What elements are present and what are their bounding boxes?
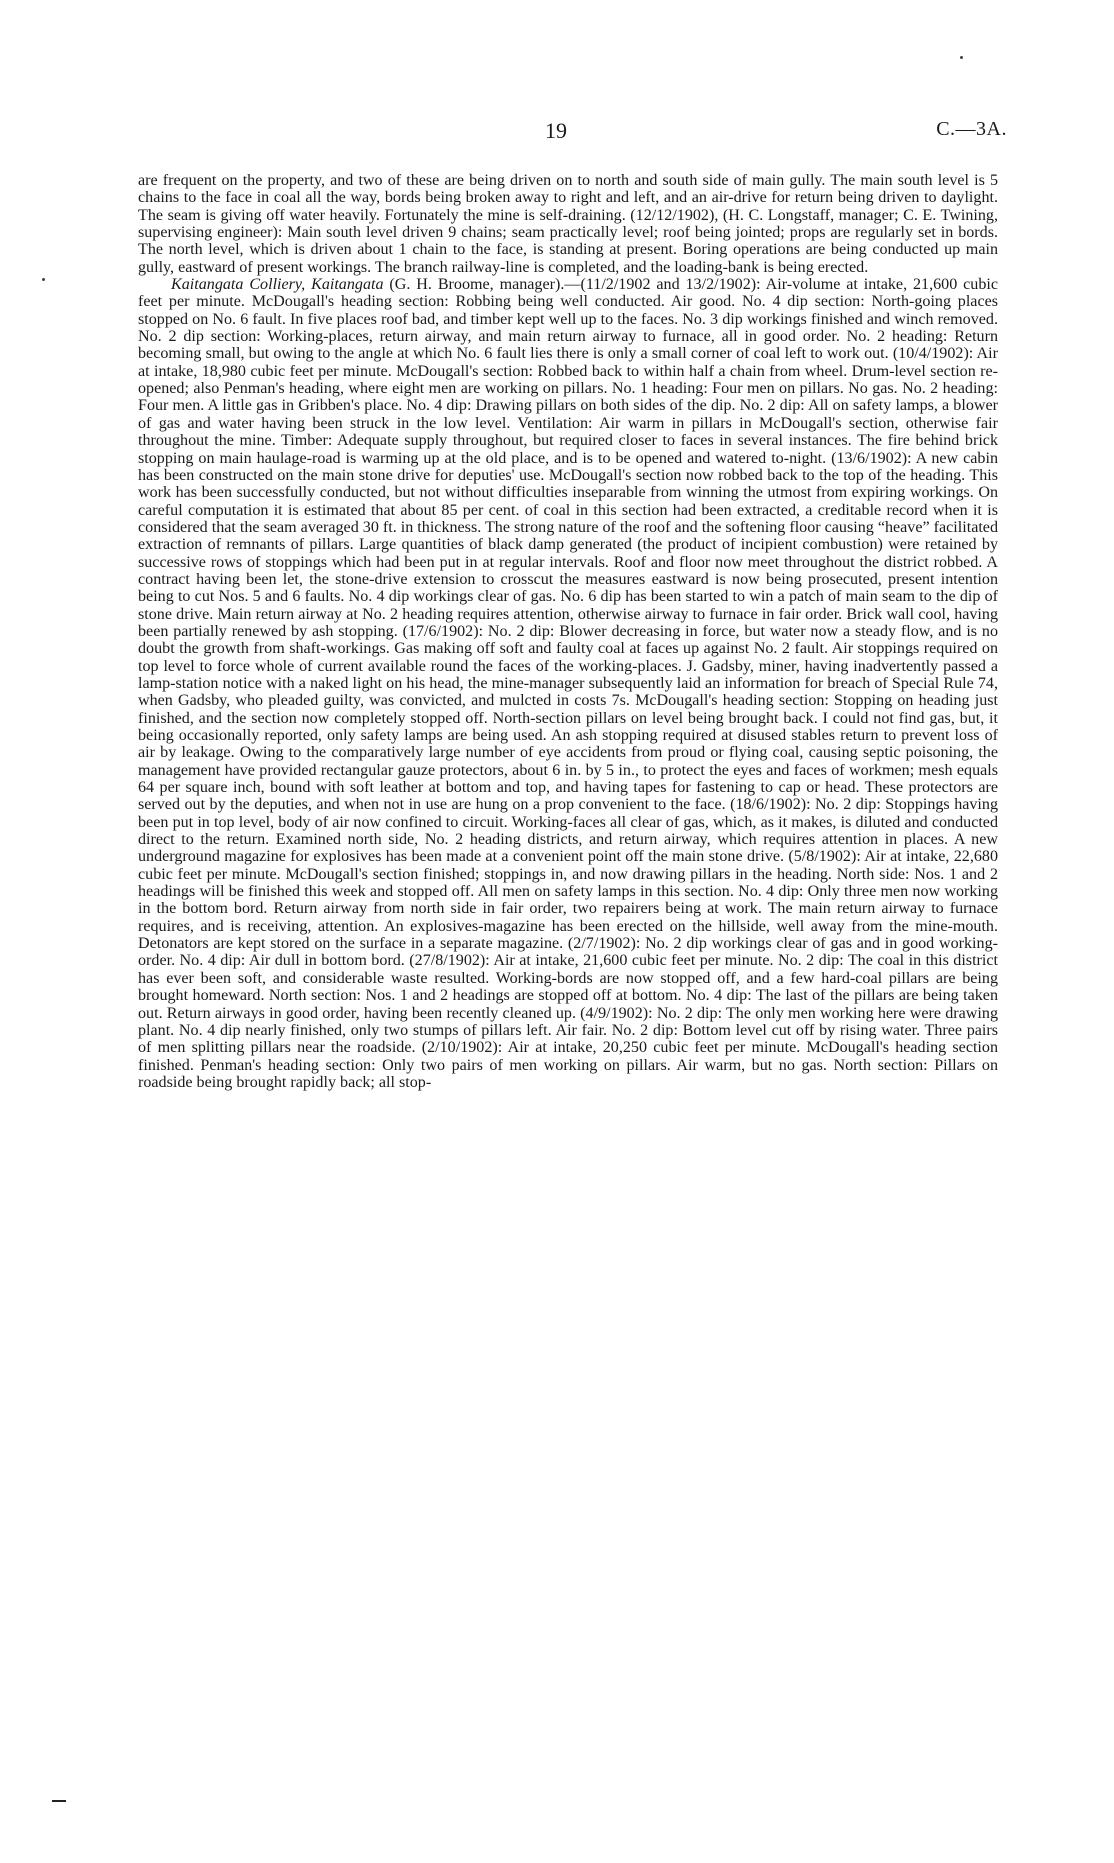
paragraph-continuation [138, 172, 998, 276]
page-number: 19 [545, 118, 567, 143]
colliery-name: Kaitangata Colliery, Kaitangata [171, 276, 384, 294]
paragraph-text: (G. H. Broome, manager).—(11/2/1902 and 13/2/1902): Air-volume at intake, 21,600 cubic feet per minute. McDougall's heading section: Robbing being well conducted. Air good. No. 4 dip section: North-going places stopped on No. 6 fault. In five places roof bad, and timber kept well up to the faces. No. 3 dip workings finished and winch removed. No. 2 dip section: Working-places, return airway, and main return airway to furnace, all in good order. No. 2 heading: Return becoming small, but owing to the angle at which No. 6 fault lies there is only a small corner of coal left to work out. (10/4/1902): Air at intake, 18,980 cubic feet per minute. McDougall's section: Robbed back to within half a chain from wheel. Drum-level section re-opened; also Penman's heading, where eight men are working on pillars. No. 1 heading: Four men on pillars. No gas. No. 2 heading: Four men. A little gas in Gribben's place. No. 4 dip: Drawing pillars on both sides of the dip. No. 2 dip: All on safety lamps, a blower of gas and water having been struck in the low level. Ventilation: Air warm in pillars in McDougall's section, otherwise fair throughout the mine. Timber: Adequate supply throughout, but required closer to faces in several instances. The fire behind brick stopping on main haulage-road is warming up at the old place, and is to be opened and watered to-night. (13/6/1902): A new cabin has been constructed on the main stone drive for deputies' use. McDougall's section now robbed back to the top of the heading. This work has been successfully conducted, but not without difficulties inseparable from winning the utmost from expiring workings. On careful computation it is estimated that about 85 per cent. of coal in this section had been extracted, a creditable record when it is considered that the seam averaged 30 ft. in thickness. The strong nature of the roof and the softening floor causing “heave” facilitated extraction of remnants of pillars. Large quantities of black damp generated (the product of incipient combustion) were retained by successive rows of stoppings which had been put in at regular intervals. Roof and floor now meet throughout the district robbed. A contract having been let, the stone-drive extension to crosscut the measures eastward is now being prosecuted, present intention being to cut Nos. 5 and 6 faults. No. 4 dip workings clear of gas. No. 6 dip has been started to win a patch of main seam to the dip of stone drive. Main return airway at No. 2 heading requires attention, otherwise airway to furnace in fair order. Brick wall cool, having been partially renewed by ash stopping. (17/6/1902): No. 2 dip: Blower decreasing in force, but water now a steady flow, and is no doubt the growth from shaft-workings. Gas making off soft and faulty coal at faces up against No. 2 fault. Air stoppings required on top level to force whole of current available round the faces of the working-places. J. Gadsby, miner, having inadvertently passed a lamp-station notice with a naked light on his head, the mine-manager subsequently laid an information for breach of Special Rule 74, when Gadsby, who pleaded guilty, was convicted, and mulcted in costs 7s. McDougall's heading section: Stopping on heading just finished, and the section now completely stopped off. North-section pillars on level being brought back. I could not find gas, but, it being occasionally reported, only safety lamps are being used. An ash stopping required at disused stables return to prevent loss of air by leakage. Owing to the comparatively large number of eye accidents from proud or flying coal, causing septic poisoning, the management have provided rectangular gauze protectors, about 6 in. by 5 in., to protect the eyes and faces of workmen; mesh equals 64 per square inch, bound with soft leather at bottom and top, and having tapes for fastening to cap or head. These protectors are served out by the deputies, and when not in use are hung on a prop convenient to the face. (18/6/1902): No. 2 dip: Stoppings having been put in top level, body of air now confined to circuit. Working-faces all clear of gas, which, as it makes, is diluted and conducted direct to the return. Examined north side, No. 2 heading districts, and return airway, which requires attention in places. A new underground magazine for explosives has been made at a convenient point off the main stone drive. (5/8/1902): Air at intake, 22,680 cubic feet per minute. McDougall's section finished; stoppings in, and now drawing pillars in the heading. North side: Nos. 1 and 2 headings will be finished this week and stopped off. All men on safety lamps in this section. No. 4 dip: Only three men now working in the bottom bord. Return airway from north side in fair order, two repairers being at work. The main return airway to furnace requires, and is receiving, attention. An explosives-magazine has been erected on the hillside, well away from the mine-mouth. Detonators are kept stored on the surface in a separate magazine. (2/7/1902): No. 2 dip workings clear of gas and in good working-order. No. 4 dip: Air dull in bottom bord. (27/8/1902): Air at intake, 21,600 cubic feet per minute. No. 2 dip: The coal in this district has ever been soft, and considerable waste resulted. Working-bords are now stopped off, and a few hard-coal pillars are being brought homeward. North section: Nos. 1 and 2 headings are stopped off at bottom. No. 4 dip: The last of the pillars are being taken out. Return airways in good order, having been recently cleaned up. (4/9/1902): No. 2 dip: The only men working here were drawing plant. No. 4 dip nearly finished, only two stumps of pillars left. Air fair. No. 2 dip: Bottom level cut off by rising water. Three pairs of men splitting pillars near the roadside. (2/10/1902): Air at intake, 20,250 cubic feet per minute. McDougall's heading section finished. Penman's heading section: Only two pairs of men working on pillars. Air warm, but no gas. North section: Pillars on roadside being brought rapidly back; all stop- [138, 276, 998, 1091]
body-text [138, 172, 998, 1091]
scan-speck [42, 278, 45, 281]
document-reference: C.—3A. [936, 118, 1007, 140]
paragraph-kaitangata-colliery [138, 276, 998, 1091]
margin-mark [52, 1800, 66, 1802]
scan-speck [960, 56, 963, 59]
page-header [0, 118, 1114, 148]
paragraph-text: are frequent on the property, and two of these are being driven on to north and south side of main gully. The main south level is 5 chains to the face in coal all the way, bords being broken away to right and left, and an air-drive for return being driven to daylight. The seam is giving off water heavily. Fortunately the mine is self-draining. (12/12/1902), (H. C. Longstaff, manager; C. E. Twining, supervising engineer): Main south level driven 9 chains; seam practically level; roof being jointed; props are regularly set in bords. The north level, which is driven about 1 chain to the face, is standing at present. Boring operations are being conducted up main gully, eastward of present workings. The branch railway-line is completed, and the loading-bank is being erected. [138, 172, 998, 276]
